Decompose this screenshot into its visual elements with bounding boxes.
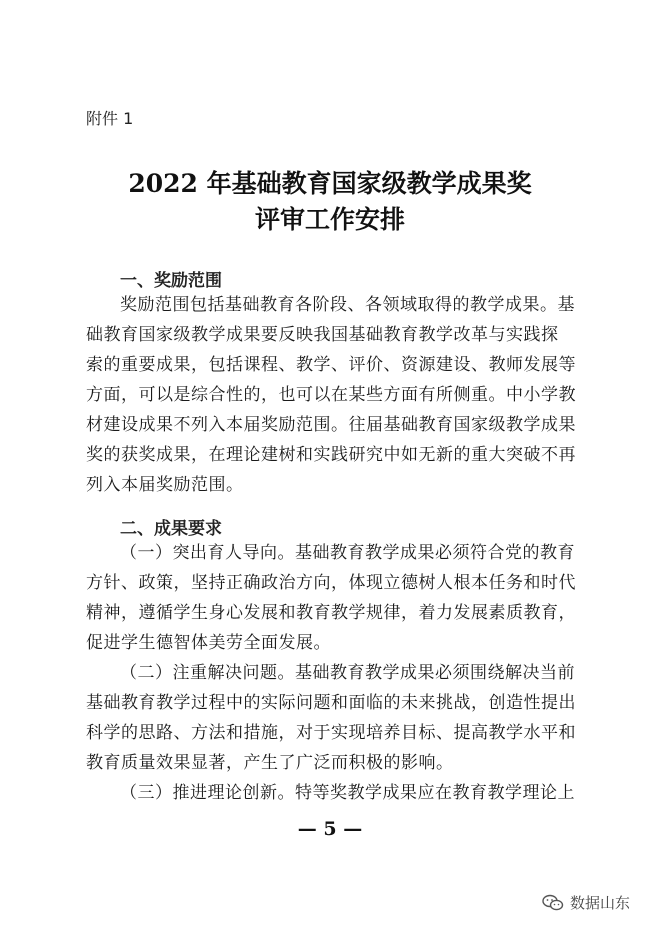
section2-line: 促进学生德智体美劳全面发展。: [86, 633, 331, 653]
section1-line: 索的重要成果，包括课程、教学、评价、资源建设、教师发展等: [86, 355, 576, 375]
section2-line: 科学的思路、方法和措施，对于实现培养目标、提高教学水平和: [86, 723, 576, 743]
section1-line: 础教育国家级教学成果要反映我国基础教育教学改革与实践探: [86, 325, 559, 345]
section2-heading: 二、成果要求: [120, 519, 222, 539]
section1-line: 方面，可以是综合性的，也可以在某些方面有所侧重。中小学教: [86, 385, 576, 405]
watermark: [542, 892, 630, 913]
section1-heading: 一、奖励范围: [120, 271, 222, 291]
attachment-label: 附件 1: [86, 109, 134, 128]
watermark-text: 数据山东: [569, 894, 630, 912]
document-title-line2: 评审工作安排: [254, 205, 405, 234]
section2-line: （三）推进理论创新。特等奖教学成果应在教育教学理论上: [120, 783, 575, 803]
section1-line: 奖励范围包括基础教育各阶段、各领域取得的教学成果。基: [120, 295, 575, 315]
wechat-icon: [542, 894, 564, 912]
section2-line: （二）注重解决问题。基础教育教学成果必须围绕解决当前: [120, 663, 575, 683]
section1-line: 奖的获奖成果，在理论建树和实践研究中如无新的重大突破不再: [86, 445, 576, 465]
section1-line: 材建设成果不列入本届奖励范围。往届基础教育国家级教学成果: [86, 415, 576, 435]
section2-line: 方针、政策，坚持正确政治方向，体现立德树人根本任务和时代: [86, 573, 576, 593]
document-title-line1: 2022 年基础教育国家级教学成果奖: [128, 169, 532, 198]
section2-line: 精神，遵循学生身心发展和教育教学规律，着力发展素质教育，: [86, 603, 576, 623]
section2-line: （一）突出育人导向。基础教育教学成果必须符合党的教育: [120, 543, 575, 563]
section2-line: 基础教育教学过程中的实际问题和面临的未来挑战，创造性提出: [86, 693, 576, 713]
section2-line: 教育质量效果显著，产生了广泛而积极的影响。: [86, 753, 454, 773]
page-number: — 5 —: [297, 818, 363, 840]
section1-line: 列入本届奖励范围。: [86, 475, 244, 495]
